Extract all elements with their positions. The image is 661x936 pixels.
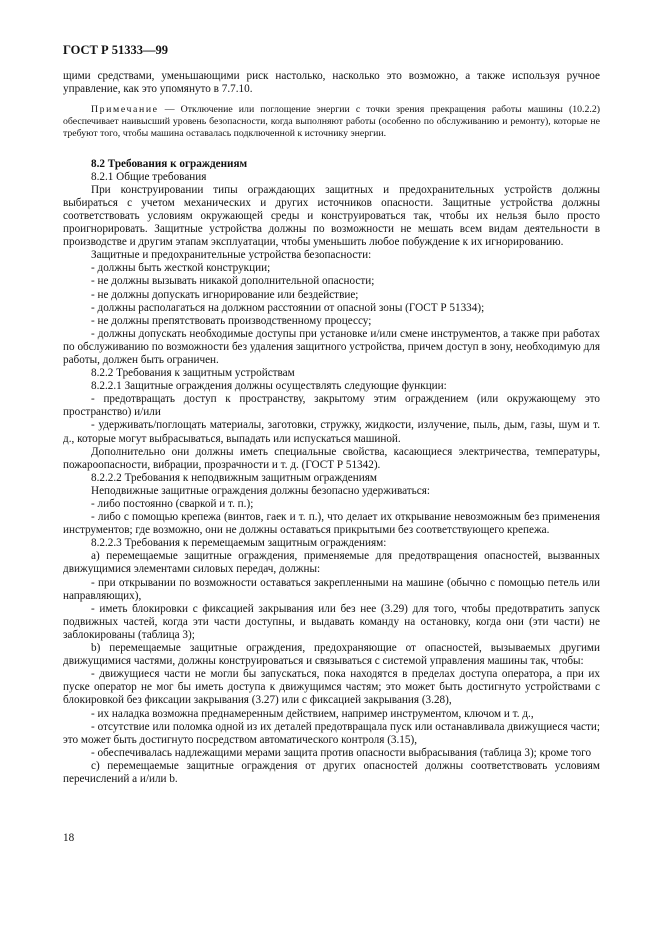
note-label: Примечание <box>91 104 159 116</box>
subsection-heading: 8.2.2.2 Требования к неподвижным защитным ограждениям <box>91 471 377 484</box>
subsection-heading: 8.2.2.3 Требования к перемещаемым защитным ограждениям: <box>91 537 387 550</box>
list-item: - должны располагаться на должном расстоянии от опасной зоны (ГОСТ Р 51334); <box>91 301 485 314</box>
list-item: - должны допускать необходимые доступы при установке и/или смене инструментов, а также при работах по обслуживанию по возможности без удаления защитного устройства, причем доступ в зону, необходимую для работы, должен быть ограничен. <box>63 327 600 366</box>
list-item: с) перемещаемые защитные ограждения от других опасностей должны соответствовать условиям перечислений а и/или b. <box>63 759 600 785</box>
subsection-heading: 8.2.1 Общие требования <box>91 170 207 183</box>
list-item: - удерживать/поглощать материалы, заготовки, стружку, жидкости, излучение, пыль, дым, газы, шум и т. д., которые могут выбрасываться, выпадать или испускаться машиной. <box>63 419 600 445</box>
list-item: - либо постоянно (сваркой и т. п.); <box>91 498 254 511</box>
paragraph: Дополнительно они должны иметь специальные свойства, касающиеся электричества, температуры, пожароопасности, вибрации, прозрачности и т. д. (ГОСТ Р 51342). <box>63 445 600 471</box>
paragraph: 8.2.2.1 Защитные ограждения должны осуществлять следующие функции: <box>91 380 447 393</box>
list-item: - либо с помощью крепежа (винтов, гаек и т. п.), что делает их открывание невозможным без применения инструментов; где возможно, они не должны оставаться прикрытыми без соответствующего крепежа. <box>63 511 600 537</box>
document-code-header: ГОСТ Р 51333—99 <box>63 43 169 57</box>
paragraph: Защитные и предохранительные устройства безопасности: <box>91 249 372 262</box>
list-item: - отсутствие или поломка одной из их деталей предотвращала пуск или останавливала движущиеся части; это может быть достигнуто посредством автоматического контроля (3.15), <box>63 720 600 746</box>
list-item: а) перемещаемые защитные ограждения, применяемые для предотвращения опасностей, вызванных движущимися элементами силовых передач, должны: <box>63 550 600 576</box>
paragraph: Неподвижные защитные ограждения должны безопасно удерживаться: <box>91 484 430 497</box>
note <box>63 104 600 139</box>
page-number: 18 <box>63 832 75 844</box>
subsection-heading: 8.2.2 Требования к защитным устройствам <box>91 367 295 380</box>
list-item: b) перемещаемые защитные ограждения, предохраняющие от опасностей, вызываемых другими движущимися частями, должны конструироваться и связываться с системой управления машины так, чтобы: <box>63 642 600 668</box>
list-item: - обеспечивалась надлежащими мерами защита против опасности выбрасывания (таблица 3); кроме того <box>91 746 592 759</box>
paragraph-continuation: щими средствами, уменьшающими риск настолько, насколько это возможно, а также используя ручное управление, как это упомянуто в 7.7.10. <box>63 70 600 96</box>
note-text: — Отключение или поглощение энергии с точки зрения прекращения работы машины (10.2.2) обеспечивает наивысший уровень безопасности, когда выполняют работы (особенно по обслуживанию и ремонту), которые не требуют того, чтобы машина оставалась подключенной к источнику энергии. <box>63 104 600 139</box>
list-item: - не должны препятствовать производственному процессу; <box>91 314 372 327</box>
list-item: - при открывании по возможности оставаться закрепленными на машине (обычно с помощью петель или направляющих), <box>63 576 600 602</box>
list-item: - должны быть жесткой конструкции; <box>91 262 271 275</box>
list-item: - иметь блокировки с фиксацией закрывания или без нее (3.29) для того, чтобы предотвратить запуск подвижных частей, когда эти части доступны, и выдавать команду на остановку, когда они (эти части) не заблокированы (таблица 3); <box>63 602 600 641</box>
paragraph: При конструировании типы ограждающих защитных и предохранительных устройств должны выбираться с учетом механических и других источников опасности. Защитные устройства должны соответствовать условиям окружающей среды и конструироваться так, чтобы их нельзя было просто проигнорировать. Защитные устройства должны по возможности не мешать всем видам деятельности в производстве и другим этапам эксплуатации, чтобы уменьшить любое побуждение к их игнорированию. <box>63 183 600 249</box>
page-content <box>63 70 600 786</box>
list-item: - предотвращать доступ к пространству, закрытому этим ограждением (или окружающему это пространство) и/или <box>63 393 600 419</box>
list-item: - их наладка возможна преднамеренным действием, например инструментом, ключом и т. д., <box>91 707 534 720</box>
section-title: 8.2 Требования к ограждениям <box>91 157 248 170</box>
list-item: - движущиеся части не могли бы запускаться, пока находятся в пределах доступа оператора, а при их пуске оператор не мог бы иметь доступа к движущимся частям; это может быть достигнуто устройствами с блокировкой без фиксации закрывания (3.27) или с фиксацией закрывания (3.28), <box>63 668 600 707</box>
list-item: - не должны вызывать никакой дополнительной опасности; <box>91 275 375 288</box>
list-item: - не должны допускать игнорирование или бездействие; <box>91 288 359 301</box>
